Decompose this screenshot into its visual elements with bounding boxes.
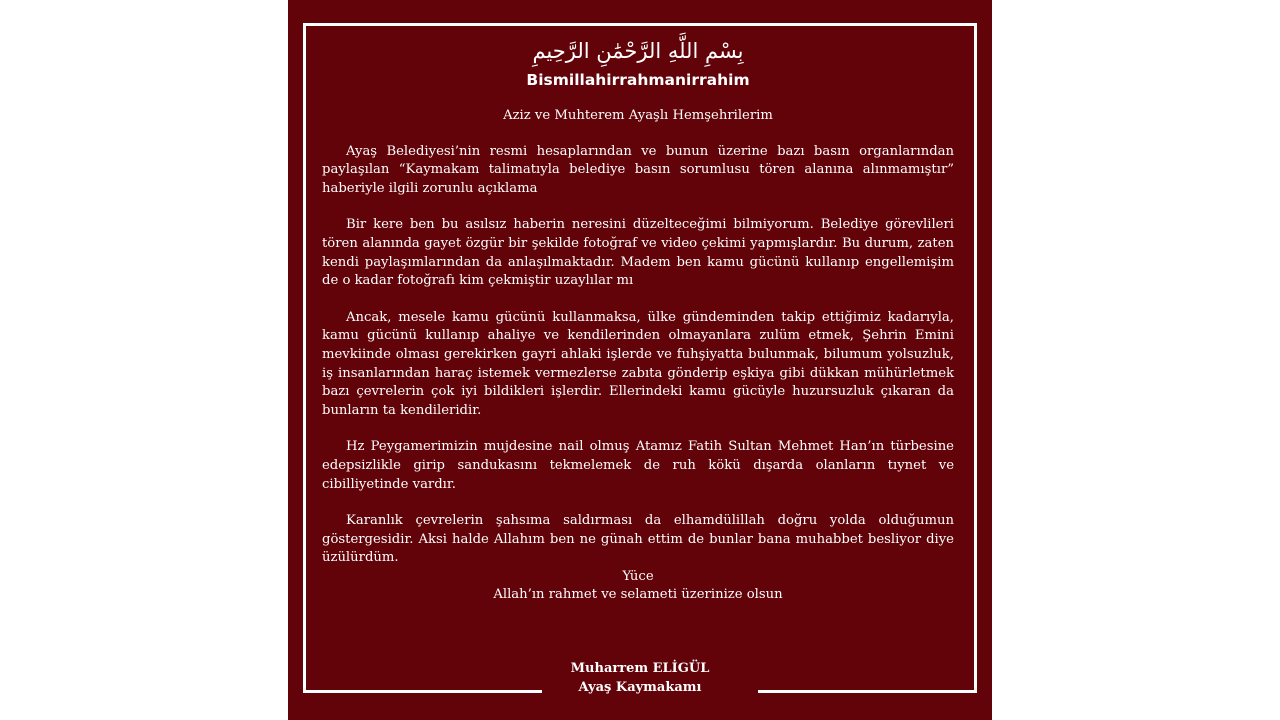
statement-body: [322, 36, 954, 605]
paragraph-conclusion: Karanlık çevrelerin şahsıma saldırması da elhamdülillah doğru yolda olduğumun göstergesidir. Aksi halde Allahım ben ne günah ettim de bunlar bana muhabbet besliyor diye üzülürdüm.: [322, 513, 954, 566]
paragraph-tomb: Hz Peygamerimizin mujdesine nail olmuş Atamız Fatih Sultan Mehmet Han’ın türbesine edepsizlikle girip sandukasını tekmelemek de ruh kökü dışarda olanların tıynet ve cibilliyetinde vardır.: [322, 439, 954, 492]
closing-line-2: Allah’ın rahmet ve selameti üzerinize olsun: [493, 587, 783, 603]
paragraph-accusations: Ancak, mesele kamu gücünü kullanmaksa, ülke gündeminden takip ettiğimiz kadarıyla, kamu gücünü kullanıp ahaliye ve kendilerinden olmayanlara zulüm etmek, Şehrin Emini mevkiinde olması gerekirken gayri ahlaki işlerde ve fuhşiyatta bulunmak, bilumum yolsuzluk, iş insanlarından haraç istemek vermezlerse zabıta gönderip eşkiya gibi dükkan mühürletmek bazı çevrelerin çok iyi bildikleri işlerdir. Ellerindeki kamu gücüyle huzursuzluk çıkaran da bunların ta kendileridir.: [322, 309, 954, 418]
signature-name: Muharrem ELİGÜL: [570, 661, 710, 676]
paragraph-subject: Ayaş Belediyesi’nin resmi hesaplarından ve bunun üzerine bazı basın organlarından paylaşılan “Kaymakam talimatıyla belediye basın sorumlusu tören alanına alınmamıştır” haberiyle ilgili zorunlu açıklama: [322, 143, 954, 196]
arabic-basmala: بِسْمِ اللَّهِ الرَّحْمَٰنِ الرَّحِيمِ: [532, 39, 744, 63]
signature-block: [288, 659, 992, 697]
paragraph-response: Bir kere ben bu asılsız haberin neresini düzelteceğimi bilmiyorum. Belediye görevlileri tören alanında gayet özgür bir şekilde fotoğraf ve video çekimi yapmışlardır. Bu durum, zaten kendi paylaşımlarından da anlaşılmaktadır. Madem ben kamu gücünü kullanıp engellemişim de o kadar fotoğrafı kim çekmiştir uzaylılar mı: [322, 217, 954, 289]
signature-title: Ayaş Kaymakamı: [578, 680, 702, 695]
closing-line-1: Yüce: [622, 568, 654, 584]
salutation: Aziz ve Muhterem Ayaşlı Hemşehrilerim: [503, 108, 773, 123]
latin-basmala: Bismillahirrahmanirrahim: [526, 71, 750, 89]
statement-poster: [288, 0, 992, 720]
